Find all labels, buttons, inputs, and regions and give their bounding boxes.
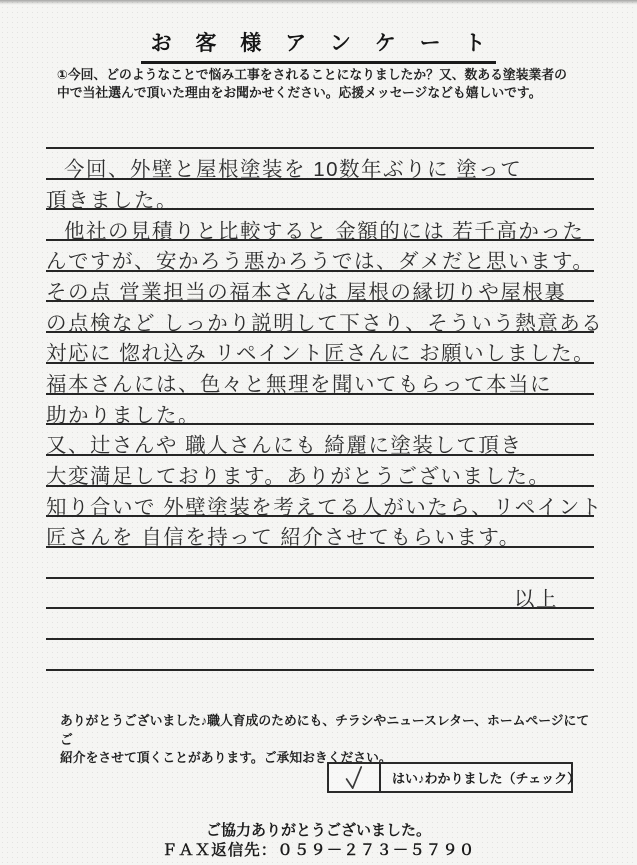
- ruled-row: [46, 302, 604, 335]
- ruled-row-empty: [46, 548, 594, 579]
- thanks-text: ご協力ありがとうございました。: [205, 822, 431, 839]
- footer-notice-line-2: 紹介をさせて頂くことがあります。ご承知おきください。: [60, 750, 392, 766]
- footer-notice: [60, 712, 594, 768]
- handwriting-line: 匠さんを 自信を持って 紹介させてもらいます。: [46, 526, 521, 550]
- ruled-row: [46, 180, 594, 211]
- handwriting-line: 又、辻さんや 職人さんにも 綺麗に塗装して頂き: [46, 434, 523, 458]
- question-text: [57, 66, 589, 103]
- consent-checkbox: [327, 762, 581, 793]
- ruled-row-closing: [46, 579, 594, 610]
- ruled-row: [46, 333, 594, 364]
- question-line-1: ①今回、どのようなことで悩み工事をされることになりましたか？又、数ある塗装業者の: [57, 67, 567, 82]
- ruled-row-empty: [46, 640, 594, 671]
- handwriting-line: その点 営業担当の福本さんは 屋根の縁切りや屋根裏: [46, 280, 567, 304]
- fax-number: ＦＡＸ返信先：０５９－２７３－５７９０: [161, 842, 476, 859]
- ruled-row: [46, 395, 594, 426]
- form-title-text: お 客 様 ア ン ケ ー ト: [141, 27, 497, 64]
- ruled-row: [46, 241, 594, 272]
- handwriting-line: 今回、外壁と屋根塗装を 10数年ぶりに 塗って: [64, 158, 523, 182]
- consent-label: はい♪わかりました（チェック）: [392, 771, 581, 786]
- handwritten-check-icon: [341, 764, 367, 792]
- ruled-row: [46, 364, 594, 395]
- footer-notice-line-1: ありがとうございました♪職人育成のためにも、チラシやニュースレター、ホームページにてご: [60, 713, 590, 747]
- handwriting-line: んですが、安かろう悪かろうでは、ダメだと思います。: [46, 250, 595, 274]
- scan-shadow-top-edge: [0, 0, 637, 5]
- handwriting-line: 頂きました。: [46, 188, 178, 212]
- handwriting-line: 知り合いで 外壁塗装を考えてる人がいたら、リペイント: [46, 495, 603, 519]
- ruled-row: [46, 272, 594, 303]
- form-title: [0, 27, 637, 64]
- ruled-row-empty: [46, 609, 594, 640]
- ruled-row: [46, 517, 594, 548]
- handwriting-line: 福本さんには、色々と無理を聞いてもらって本当に: [46, 373, 552, 396]
- consent-check-cell[interactable]: [329, 764, 381, 791]
- ruled-row: [46, 487, 603, 519]
- handwriting-line: の点検など しっかり説明して下さり、そういう熱意ある: [46, 311, 604, 335]
- handwritten-answer-area: [46, 147, 604, 671]
- ruled-row: [46, 210, 594, 241]
- handwriting-line: 対応に 惚れ込み リペイント匠さんに お願いしました。: [46, 342, 596, 366]
- handwriting-line: 他社の見積りと比較すると 金額的には 若千高かった: [64, 219, 585, 243]
- ruled-row: [46, 456, 594, 487]
- closing-word: 以上: [514, 587, 558, 611]
- ruled-row: [46, 425, 594, 456]
- ruled-row: [46, 149, 594, 180]
- handwriting-line: 助かりました。: [46, 403, 200, 427]
- question-line-2: 中で当社選んで頂いた理由をお聞かせください。応援メッセージなども嬉しいです。: [57, 85, 542, 101]
- handwriting-line: 大変満足しております。ありがとうございました。: [46, 465, 551, 489]
